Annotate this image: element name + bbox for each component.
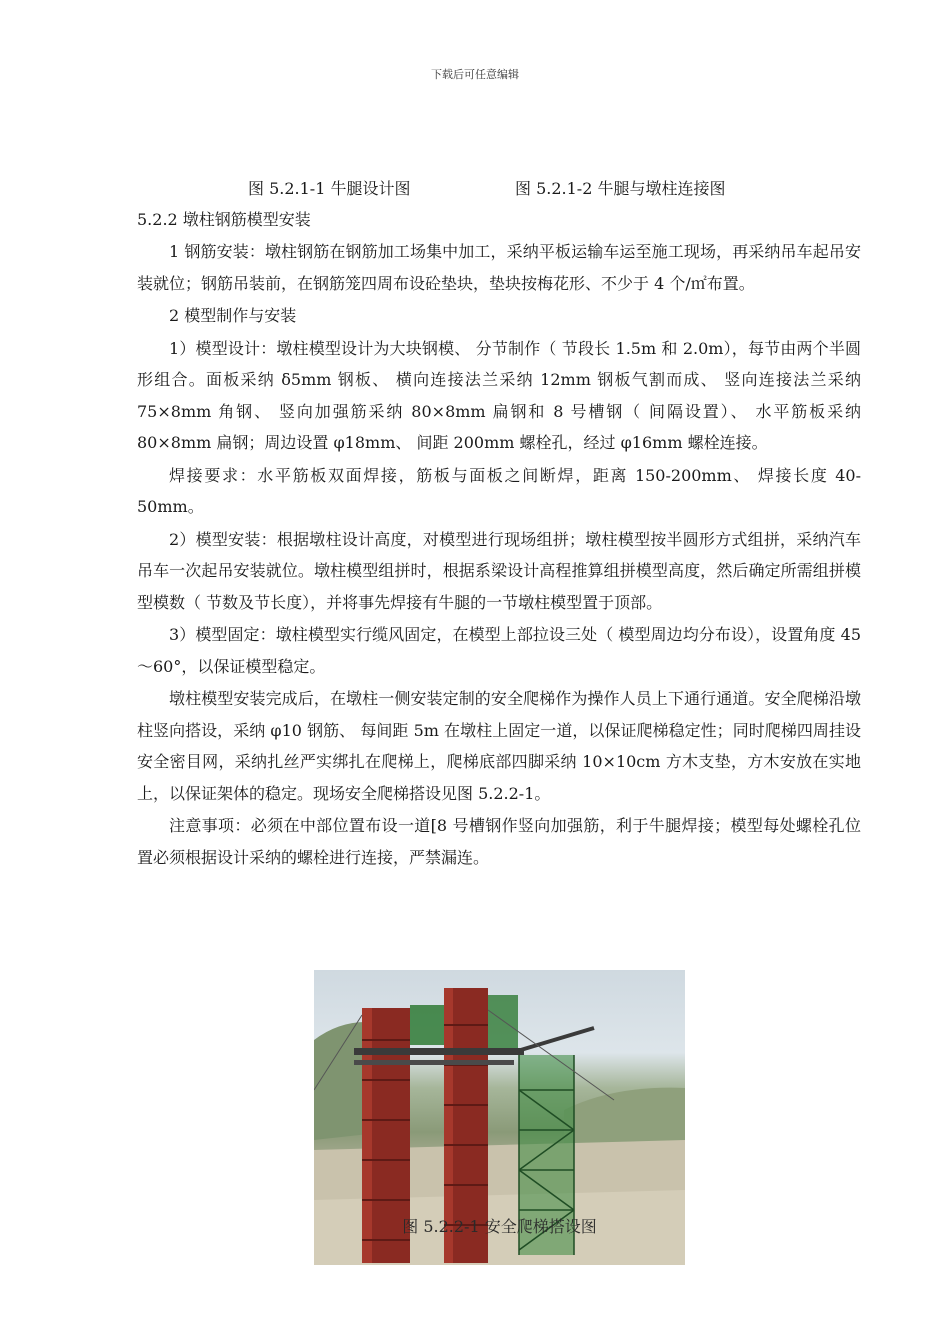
paragraph-ladder: 墩柱模型安装完成后，在墩柱一侧安装定制的安全爬梯作为操作人员上下通行通道。安全爬梯沿墩柱竖向搭设，采纳 φ10 钢筋、 每间距 5m 在墩柱上固定一道，以保证爬梯稳定性；同时爬梯四周挂设安全密目网，采纳扎丝严实绑扎在爬梯上，爬梯底部四脚采纳 10×10cm 方木支垫，方木安放在实地上，以保证架体的稳定。现场安全爬梯搭设见图 5.2.2-1。 xyxy=(137,689,861,803)
figure-caption-2: 图 5.2.1-2 牛腿与墩柱连接图 xyxy=(515,179,726,198)
photo-caption: 图 5.2.2-1 安全爬梯搭设图 xyxy=(402,1217,597,1236)
paragraph-mold-design: 1）模型设计：墩柱模型设计为大块钢模、 分节制作（ 节段长 1.5m 和 2.0m），每节由两个半圆形组合。面板采纳 δ5mm 钢板、 横向连接法兰采纳 12mm 钢板气割而成、 竖向连接法兰采纳 75×8mm 角钢、 竖向加强筋采纳 80×8mm 扁钢和 8 号槽钢（ 间隔设置）、 水平筋板采纳 80×8mm 扁钢；周边设置 φ18mm、 间距 200mm 螺栓孔，经过 φ16mm 螺栓连接。 xyxy=(137,338,861,452)
section-heading: 5.2.2 墩柱钢筋模型安装 xyxy=(137,210,311,229)
paragraph-notes: 注意事项：必须在中部位置布设一道[8 号槽钢作竖向加强筋，利于牛腿焊接；模型每处螺栓孔位置必须根据设计采纳的螺栓进行连接，严禁漏连。 xyxy=(137,816,861,867)
paragraph-mold-install: 2）模型安装：根据墩柱设计高度，对模型进行现场组拼；墩柱模型按半圆形方式组拼，采纳汽车吊车一次起吊安装就位。墩柱模型组拼时，根据系梁设计高程推算组拼模型高度，然后确定所需组拼模型模数（ 节数及节长度），并将事先焊接有牛腿的一节墩柱模型置于顶部。 xyxy=(137,529,861,612)
page-header: 下载后可任意编辑 xyxy=(431,68,519,81)
ladder-photo xyxy=(314,970,685,1265)
paragraph-rebar-install: 1 钢筋安装：墩柱钢筋在钢筋加工场集中加工，采纳平板运输车运至施工现场，再采纳吊车起吊安装就位；钢筋吊装前，在钢筋笼四周布设砼垫块，垫块按梅花形、不少于 4 个/㎡布置。 xyxy=(137,242,861,293)
paragraph-mold-title: 2 模型制作与安装 xyxy=(169,306,297,325)
body-text xyxy=(137,236,861,874)
paragraph-welding: 焊接要求：水平筋板双面焊接，筋板与面板之间断焊，距离 150-200mm、 焊接长度 40-50mm。 xyxy=(137,465,861,516)
figure-captions xyxy=(248,176,726,199)
figure-caption-1: 图 5.2.1-1 牛腿设计图 xyxy=(248,179,411,198)
paragraph-mold-fix: 3）模型固定：墩柱模型实行缆风固定，在模型上部拉设三处（ 模型周边均分布设），设置角度 45～60°，以保证模型稳定。 xyxy=(137,625,861,676)
